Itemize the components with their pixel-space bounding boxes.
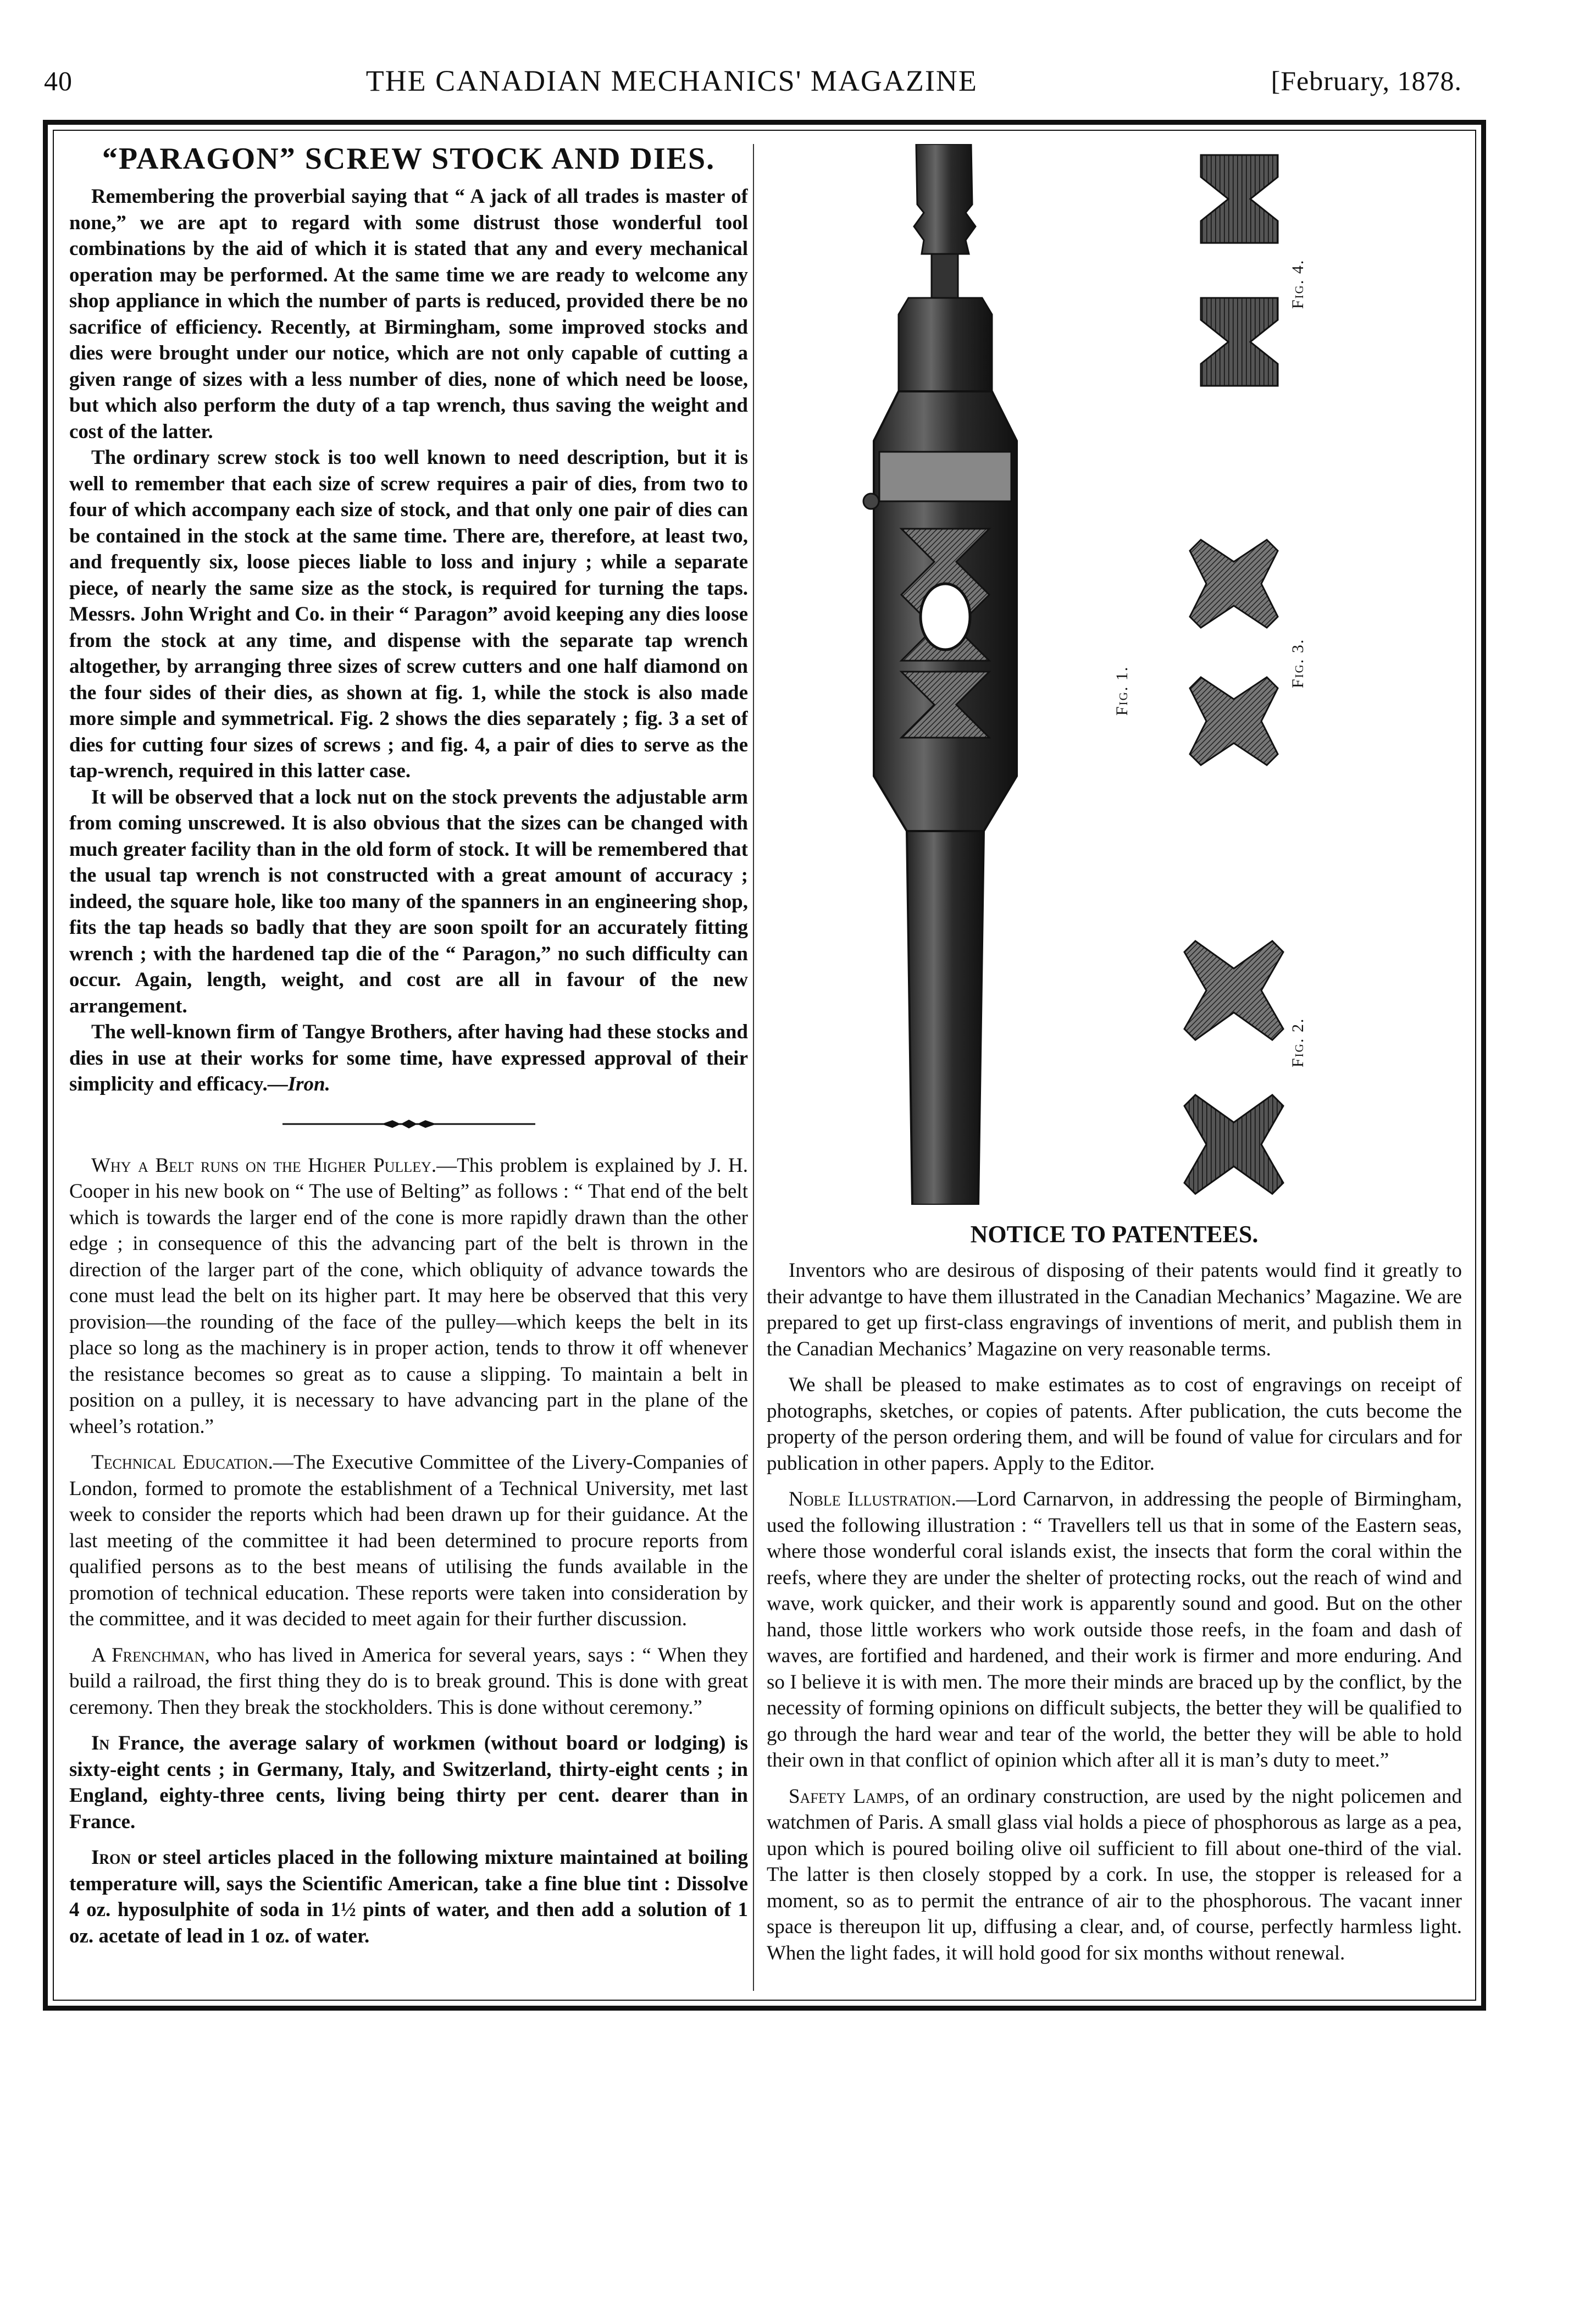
article-paragraph: Remembering the proverbial saying that “ A jack of all trades is master of none,” we are apt to regard with some distrust those wonderful tool combinations by the aid of which it is stated that any and every mechanical operation may be performed. At the same time we are ready to welcome any shop appliance in which the number of parts is reduced, provided there be no sacrifice of efficiency. Recently, at Birmingham, some improved stocks and dies were brought under our notice, which are not only capable of cutting a given range of sizes with a less number of dies, none of which need be loose, but which also perform the duty of a tap wrench, thus saving the weight and cost of the latter. (69, 185, 748, 443)
brief-text: or steel articles placed in the following mixture maintained at boiling temperature will, says the Scientific American, take a fine blue tint : Dissolve 4 oz. hyposulphite of soda in 1½ pints of water, and then add a solution of 1 oz. acetate of lead in 1 oz. of water. (69, 1846, 748, 1947)
fig-1-stock-drawing (863, 144, 1017, 1205)
brief-lead: In (91, 1732, 110, 1754)
column-rule (753, 144, 754, 1991)
article-paragraph: The ordinary screw stock is too well known to need description, but it is well to remember that each size of screw requires a pair of dies, from two to four of which accompany each size of stock, and that only one pair of dies can be contained in the stock at the same time. There are, therefore, at least two, and frequently six, loose pieces liable to loss and injury ; while a separate piece, of nearly the same size as the stock, is required for turning the taps. Messrs. John Wright and Co. in their “ Paragon” avoid keeping any dies loose from the stock at any time, and dispense with the separate tap wrench altogether, by arranging three sizes of screw cutters and one half diamond on the four sides of their dies, as shown at fig. 1, while the stock is also made more simple and symmetrical. Fig. 2 shows the dies separately ; fig. 3 a set of dies for cutting four sizes of screws ; and fig. 4, a pair of dies to serve as the tap-wrench, required in this latter case. (69, 446, 748, 782)
article-title: “PARAGON” SCREW STOCK AND DIES. (102, 142, 716, 176)
brief-technical-education (69, 1449, 748, 1632)
magazine-title: THE CANADIAN MECHANICS' MAGAZINE (365, 64, 978, 97)
brief-lead: Iron (91, 1846, 131, 1869)
brief-lead: A Frenchman, (91, 1643, 210, 1667)
article-paragraph: It will be observed that a lock nut on the stock prevents the adjustable arm from coming unscrewed. It is also obvious that the sizes can be changed with much greater facility than in the old form of stock. It will be remembered that the usual tap wrench is not constructed with a great amount of accuracy ; indeed, the square hole, like too many of the spanners in an engineering shop, fits the tap heads so badly that they are soon spoilt for an accurately fitting wrench ; with the hardened tap die of the “ Paragon,” no such difficulty can occur. Again, length, weight, and cost are all in favour of the new arrangement. (69, 785, 748, 1017)
notice-title: NOTICE TO PATENTEES. (970, 1221, 1259, 1248)
brief-text: —Lord Carnarvon, in addressing the people of Birmingham, used the following illustration : “ Travellers tell us that in some of the Eastern seas, where those wonderful coral islands exist, the insects that form the coral within the reefs, where they are under the shelter of protecting rocks, out the reach of wind and wave, work quicker, and their work is apparently sound and good. But on the other hand, those little workers who work outside those reefs, in the foam and dash of waves, are fortified and hardened, and their work is firmer and more enduring. And so I believe it is with men. The more their minds are braced up by the conflict, by the necessity of forming opinions on difficult subjects, the better they will be qualified to go through the hard wear and tear of the world, the better they will be able to hold their own in that conflict of opinion which after all it is man’s duty to meet.” (767, 1488, 1462, 1772)
running-head (44, 62, 1462, 100)
article-source: Iron. (287, 1073, 330, 1095)
brief-text: —The Executive Committee of the Livery-Companies of London, formed to promote the establishment of a Technical University, met last week to consider the reports which had been drawn up for their guidance. At the last meeting of the committee it had been determined to procure reports from qualified persons as to the best means of utilising the funds available in the promotion of technical education. These reports were taken into consideration by the committee, and it was decided to meet again for their further discussion. (69, 1451, 748, 1630)
right-column-text (767, 1219, 1462, 2000)
fig-2-separate-dies (1184, 941, 1283, 1194)
brief-safety-lamps (767, 1784, 1462, 1967)
brief-lead: Noble Illustration. (789, 1488, 956, 1510)
brief-frenchman (69, 1642, 748, 1721)
brief-blue-tint (69, 1845, 748, 1949)
brief-text: —This problem is explained by J. H. Cooper in his new book on “ The use of Belting” as follows : “ That end of the belt which is towards the larger end of the cone is more rapidly drawn than the other edge ; in consequence of this the advancing part of the belt is thrown in the direction of the larger part of the cone, which obliquity of advance towards the cone must lead the belt on its higher part. It may here be observed that this very provision—the rounding of the face of the pulley—which keeps the belt in its place so long as the machinery is in proper action, tends to throw it off whenever the resistance becomes so great as to cause a slipping. To maintain a belt in position on a pulley, it is necessary to have advancing part in the plane of the wheel’s rotation.” (69, 1154, 748, 1438)
brief-france-wages (69, 1730, 748, 1835)
brief-text: who has lived in America for several years, says : “ When they build a railroad, the first thing they do is to break ground. This is done with great ceremony. Then they break the stockholders. This is done without ceremony.” (69, 1643, 748, 1719)
fig-4-label: Fig. 4. (1289, 259, 1307, 309)
issue-date: [February, 1878. (1271, 65, 1462, 96)
fig-3-four-size-dies (1190, 540, 1278, 765)
fig-1-label: Fig. 1. (1113, 666, 1131, 716)
brief-belt-pulley (69, 1153, 748, 1440)
fig-4-tap-wrench-dies (1201, 155, 1278, 386)
ornament-rule-icon (282, 1119, 535, 1130)
notice-paragraph: Inventors who are desirous of disposing of their patents would find it greatly to their advantge to have them illustrated in the Canadian Mechanics’ Magazine. We are prepared to get up first-class engravings of inventions of merit, and publish them in the Canadian Mechanics’ Magazine on very reasonable terms. (767, 1259, 1462, 1360)
brief-text: France, the average salary of workmen (without board or lodging) is sixty-eight cents ; in Germany, Italy, and Switzerland, thirty-eight cents ; in England, eighty-three cents, living being thirty per cent. dearer than in France. (69, 1732, 748, 1833)
brief-lead: Why a Belt runs on the Higher Pulley. (91, 1154, 437, 1177)
article-paragraph-last (69, 1019, 748, 1098)
page-number: 40 (44, 65, 73, 96)
left-column (69, 140, 748, 1992)
brief-lead: Safety Lamps, (789, 1785, 910, 1808)
brief-noble-illustration (767, 1486, 1462, 1774)
article-paragraph-text: The well-known firm of Tangye Brothers, after having had these stocks and dies in use at their works for some time, have expressed approval of their simplicity and efficacy.— (69, 1021, 748, 1095)
fig-3-label: Fig. 3. (1289, 638, 1307, 688)
brief-lead: Technical Education. (91, 1451, 273, 1474)
notice-paragraph: We shall be pleased to make estimates as to cost of engravings on receipt of photographs, sketches, or copies of patents. After publication, the cuts become the property of the person ordering them, and will be found of value for circulars and for publication in other papers. Apply to the Editor. (767, 1374, 1462, 1475)
paragon-figure (767, 144, 1465, 1205)
fig-2-label: Fig. 2. (1289, 1017, 1307, 1067)
brief-text: of an ordinary construction, are used by the night policemen and watchmen of Paris. A small glass vial holds a piece of phosphorous as large as a pea, upon which is poured boiling olive oil sufficient to fill about one-third of the vial. The latter is then closely stopped by a cork. In use, the stopper is released for a moment, so as to permit the entrance of air to the phosphorous. The vacant inner space is thereupon lit up, diffusing a clear, and, of course, perfectly harmless light. When the light fades, it will hold good for six months without renewal. (767, 1785, 1462, 1964)
section-ornament (69, 1119, 748, 1130)
